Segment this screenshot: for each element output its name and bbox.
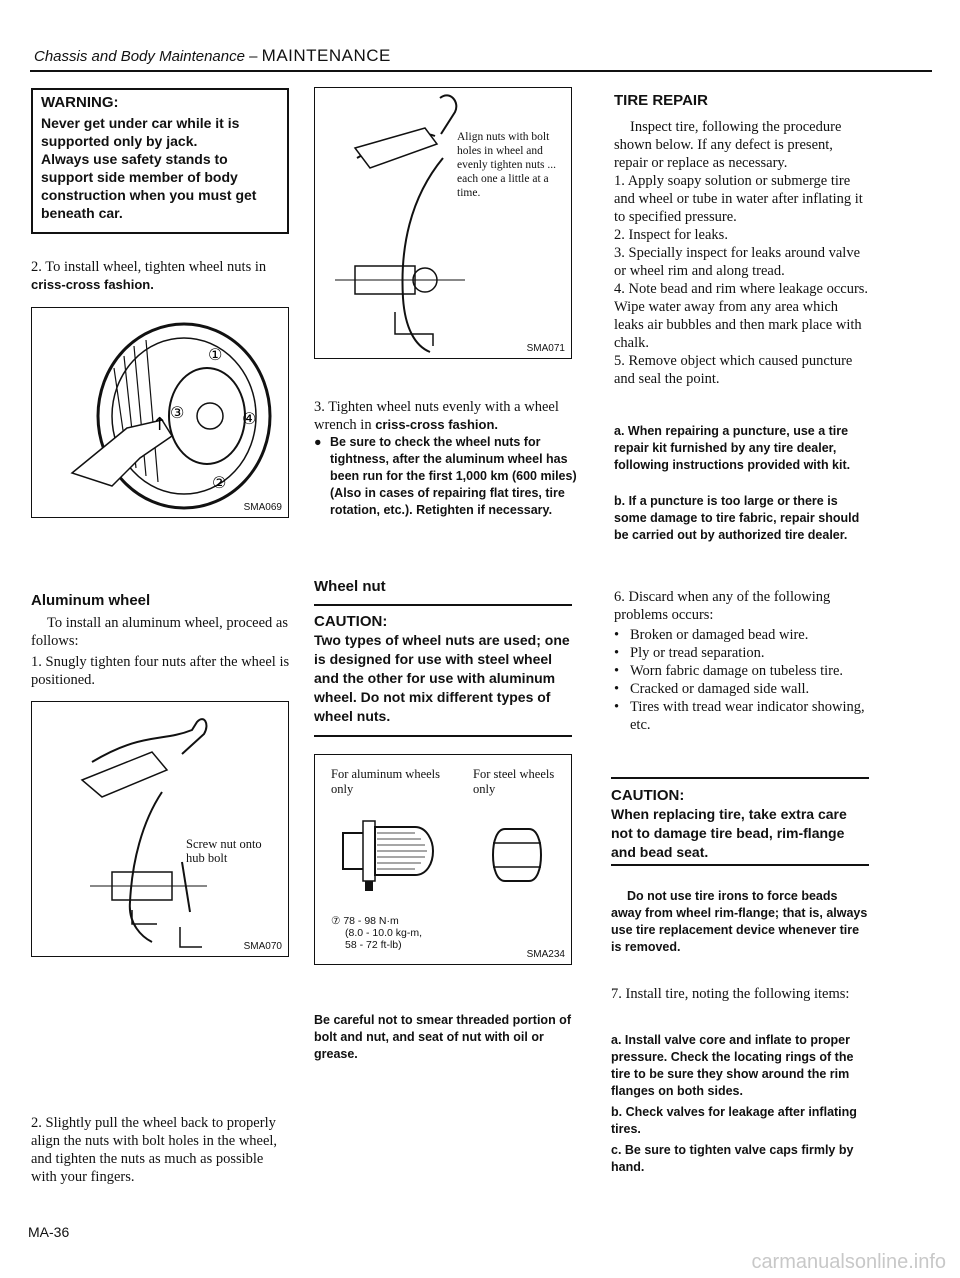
bullet-icon: • (614, 645, 620, 661)
aluminum-step-2: 2. Slightly pull the wheel back to properly align the nuts with bolt holes in the wheel, and tighten the nuts as much as possible with your fingers. (31, 1115, 278, 1185)
figure-code: SMA070 (243, 941, 282, 952)
figure-screw-nut (31, 701, 289, 957)
step-2-install (31, 258, 293, 294)
list-item-text: Tires with tread wear indicator showing, etc. (630, 699, 865, 733)
header-rule (30, 70, 932, 72)
header-section: Chassis and Body Maintenance (34, 48, 245, 65)
list-item: a. Install valve core and inflate to proper pressure. Check the locating rings of the tire to be sure they show around the rim flanges on both sides. (611, 1033, 854, 1098)
tire-irons-note: Do not use tire irons to force beads away from wheel rim-flange; that is, always use tire replacement device whenever tire is removed. (611, 889, 868, 954)
note-a: a. When repairing a puncture, use a tire repair kit furnished by any tire dealer, following instructions provided with kit. (614, 424, 851, 472)
step-2-emph: criss-cross fashion. (31, 277, 154, 292)
figure-label-align-nuts: Align nuts with bolt holes in wheel and evenly tighten nuts ... each one a little at a time. (457, 131, 557, 199)
caution-title: CAUTION: (314, 613, 388, 630)
list-item: b. Check valves for leakage after inflating tires. (611, 1105, 857, 1136)
list-item-text: Ply or tread separation. (630, 645, 765, 661)
wheel-nut-heading: Wheel nut (314, 578, 386, 595)
label-aluminum-wheels: For aluminum wheels only (331, 767, 441, 796)
aluminum-step-1: 1. Snugly tighten four nuts after the wheel is positioned. (31, 654, 290, 688)
list-item (614, 626, 870, 644)
step-item: 4. Note bead and rim where leakage occurs. Wipe water away from any area which leaks air bubbles and then mark place with chalk. (614, 281, 869, 351)
page-header (34, 46, 391, 66)
bullet-check-text: Be sure to check the wheel nuts for tightness, after the aluminum wheel has been run for the first 1,000 km (600 miles) (Also in cases of repairing flat tires, tire rotation, etc.). Retighten if necessary. (330, 435, 577, 517)
torque-line-2: (8.0 - 10.0 kg-m, (345, 927, 423, 939)
caution-text: Two types of wheel nuts are used; one is designed for use with steel wheel and the other for use with aluminum wheel. Do not mix different types of wheel nuts. (314, 632, 570, 724)
bullet-icon: • (614, 681, 620, 697)
caution-rule-bottom (314, 735, 572, 737)
list-item (614, 644, 870, 662)
step-3-text: 3. Tighten wheel nuts evenly with a wheel wrench in (314, 399, 559, 433)
tire-illustration (32, 308, 287, 516)
list-item-text: Worn fabric damage on tubeless tire. (630, 663, 844, 679)
nut-1-label: ① (208, 345, 223, 364)
list-item: c. Be sure to tighten valve caps firmly by hand. (611, 1143, 854, 1174)
list-item-text: Broken or damaged bead wire. (630, 627, 809, 643)
torque-spec (331, 915, 422, 951)
page-number: MA-36 (28, 1224, 70, 1240)
nut-3-label: ③ (170, 403, 185, 422)
step-item: 1. Apply soapy solution or submerge tire and wheel or tube in water after inflating it to specified pressure. (614, 173, 863, 225)
bullet-icon: ● (314, 435, 322, 449)
align-nuts-illustration (315, 88, 570, 356)
caution-tire (611, 786, 869, 862)
header-separator: – (244, 48, 262, 65)
caution-title: CAUTION: (611, 787, 685, 804)
figure-code: SMA234 (526, 949, 565, 960)
watermark: carmanualsonline.info (751, 1251, 946, 1273)
torque-line-3: 58 - 72 ft-lb) (345, 939, 402, 951)
label-steel-wheels: For steel wheels only (473, 767, 555, 796)
step-item: 2. Inspect for leaks. (614, 227, 728, 243)
list-item (614, 680, 870, 698)
note-b: b. If a puncture is too large or there is some damage to tire fabric, repair should be carried out by authorized tire dealer. (614, 494, 860, 542)
caution-text: When replacing tire, take extra care not to damage tire bead, rim-flange and bead seat. (611, 806, 847, 860)
warning-text-2: Always use safety stands to support side member of body construction when you must get beneath car. (41, 151, 257, 221)
caution-wheel-nut (314, 612, 572, 726)
caution-rule-top (611, 777, 869, 779)
bullet-icon: • (614, 663, 620, 679)
list-item-text: Cracked or damaged side wall. (630, 681, 810, 697)
tire-repair-steps (614, 172, 870, 388)
bullet-icon: • (614, 699, 620, 715)
nut-4-label: ④ (242, 409, 257, 428)
figure-criss-cross (31, 307, 289, 518)
warning-box (31, 88, 289, 234)
aluminum-intro: To install an aluminum wheel, proceed as follows: (31, 615, 288, 649)
careful-note: Be careful not to smear threaded portion of bolt and nut, and seat of nut with oil or grease. (314, 1013, 571, 1061)
figure-label-screw-nut: Screw nut onto hub bolt (186, 837, 262, 865)
tire-repair-heading: TIRE REPAIR (614, 92, 708, 109)
bullet-icon: • (614, 627, 620, 643)
figure-code: SMA069 (243, 502, 282, 513)
list-item (614, 662, 870, 680)
arrow-icon: ↑ (152, 414, 168, 435)
aluminum-wheel-heading: Aluminum wheel (31, 592, 151, 609)
step-item: 5. Remove object which caused puncture and seal the point. (614, 353, 853, 387)
tire-repair-intro: Inspect tire, following the procedure shown below. If any defect is present, repair or replace as necessary. (614, 119, 842, 171)
header-title: MAINTENANCE (261, 46, 391, 65)
step-7: 7. Install tire, noting the following items: (611, 986, 850, 1002)
bullet-check-nuts (314, 434, 588, 519)
figure-nut-types (314, 754, 572, 965)
figure-align-nuts (314, 87, 572, 359)
step-3-emph: criss-cross fashion. (375, 417, 499, 432)
caution-rule-bottom (611, 864, 869, 866)
step-6: 6. Discard when any of the following problems occurs: (614, 589, 831, 623)
discard-list (614, 626, 870, 734)
warning-text-1: Never get under car while it is supported only by jack. (41, 115, 240, 149)
figure-code: SMA071 (526, 343, 565, 354)
warning-title: WARNING: (41, 94, 119, 111)
step-3-tighten (314, 398, 574, 434)
wrench-hub-illustration (32, 702, 287, 954)
nut-2-label: ② (212, 473, 227, 492)
step-2-text: 2. To install wheel, tighten wheel nuts in (31, 259, 267, 275)
step-item: 3. Specially inspect for leaks around valve or wheel rim and along tread. (614, 245, 861, 279)
list-item (614, 698, 870, 734)
torque-line-1: ⑦ 78 - 98 N·m (331, 915, 399, 927)
caution-rule-top (314, 604, 572, 606)
install-items (611, 1032, 869, 1176)
